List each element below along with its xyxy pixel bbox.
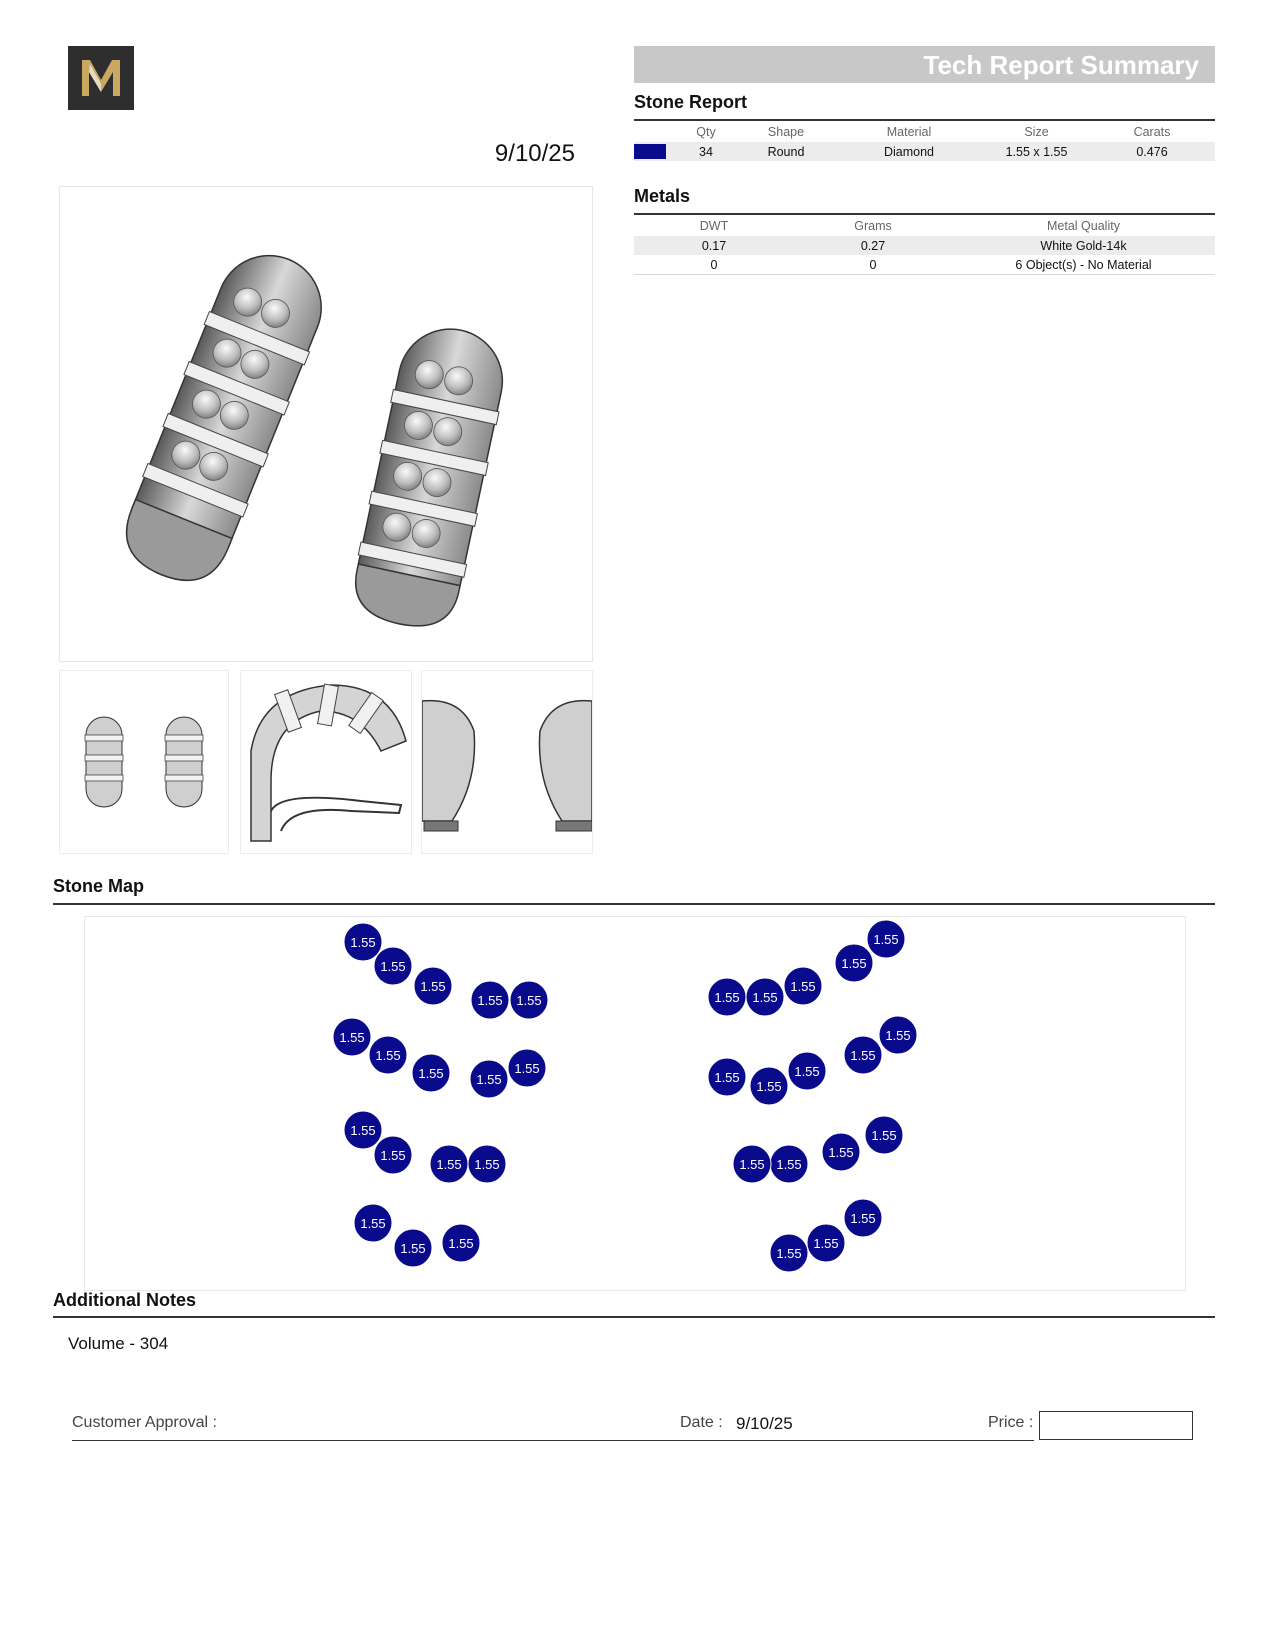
notes-rule xyxy=(53,1316,1215,1318)
qty-col-header: Qty xyxy=(696,124,716,139)
material-cell: Diamond xyxy=(834,142,984,161)
stone-size-label: 1.55 xyxy=(420,979,446,994)
quality-col-header: Metal Quality xyxy=(1047,218,1120,233)
stone-marker xyxy=(844,1199,882,1237)
stone-marker xyxy=(369,1036,407,1074)
metals-heading: Metals xyxy=(634,186,691,206)
stone-report-heading: Stone Report xyxy=(634,92,748,112)
earring-front-thumbnail-icon xyxy=(60,671,228,853)
stone-marker xyxy=(835,944,873,982)
stone-report-table xyxy=(634,121,1215,161)
stone-map-svg xyxy=(85,917,1185,1290)
stone-size-label: 1.55 xyxy=(514,1061,540,1076)
stone-size-label: 1.55 xyxy=(436,1157,462,1172)
stone-marker xyxy=(770,1145,808,1183)
stone-marker xyxy=(333,1018,371,1056)
shape-col-header: Shape xyxy=(767,124,805,139)
thumbnail-back-view xyxy=(421,670,593,854)
stone-map-heading: Stone Map xyxy=(53,876,145,896)
stone-size-label: 1.55 xyxy=(418,1066,444,1081)
stone-size-label: 1.55 xyxy=(714,990,740,1005)
stone-size-label: 1.55 xyxy=(714,1070,740,1085)
stone-marker xyxy=(746,978,784,1016)
size-col-header: Size xyxy=(1024,124,1049,139)
stone-marker xyxy=(442,1224,480,1262)
dwt-cell: 0 xyxy=(634,255,794,275)
stone-marker xyxy=(471,981,509,1019)
metals-table xyxy=(634,215,1215,275)
stone-map-area xyxy=(84,916,1186,1291)
stone-report-header-row xyxy=(634,121,1215,142)
stone-marker xyxy=(708,1058,746,1096)
company-logo xyxy=(68,46,134,110)
notes-text: Volume - 304 xyxy=(68,1334,169,1353)
table-row xyxy=(634,236,1215,255)
stone-size-label: 1.55 xyxy=(873,932,899,947)
earring-side-thumbnail-icon xyxy=(241,671,411,853)
stone-map-rule xyxy=(53,903,1215,905)
stone-marker xyxy=(510,981,548,1019)
grams-cell: 0 xyxy=(794,255,952,275)
stone-marker xyxy=(879,1016,917,1054)
stone-size-label: 1.55 xyxy=(850,1211,876,1226)
table-row xyxy=(634,142,1215,161)
earring-pair-render-icon xyxy=(60,187,592,661)
stone-marker xyxy=(750,1067,788,1105)
stone-size-label: 1.55 xyxy=(339,1030,365,1045)
stone-marker xyxy=(708,978,746,1016)
material-col-header: Material xyxy=(886,124,932,139)
stone-marker xyxy=(784,967,822,1005)
table-row xyxy=(634,255,1215,275)
additional-notes-heading: Additional Notes xyxy=(53,1290,196,1310)
stone-size-label: 1.55 xyxy=(752,990,778,1005)
stone-marker xyxy=(470,1060,508,1098)
stone-size-label: 1.55 xyxy=(841,956,867,971)
stone-size-label: 1.55 xyxy=(448,1236,474,1251)
stone-marker xyxy=(374,947,412,985)
grams-col-header: Grams xyxy=(854,218,892,233)
thumbnail-side-view xyxy=(240,670,412,854)
quality-cell: 6 Object(s) - No Material xyxy=(952,255,1215,275)
shape-cell: Round xyxy=(738,142,834,161)
customer-approval-signature-line[interactable] xyxy=(72,1440,1034,1441)
price-label: Price : xyxy=(988,1414,1034,1431)
stone-size-label: 1.55 xyxy=(828,1145,854,1160)
stone-marker xyxy=(733,1145,771,1183)
stone-size-label: 1.55 xyxy=(756,1079,782,1094)
stone-marker xyxy=(414,967,452,1005)
color-col-header xyxy=(634,121,674,142)
dwt-cell: 0.17 xyxy=(634,236,794,255)
m-monogram-logo-icon xyxy=(68,46,134,110)
stone-marker xyxy=(354,1204,392,1242)
stone-marker xyxy=(867,920,905,958)
stone-marker xyxy=(412,1054,450,1092)
stone-size-label: 1.55 xyxy=(476,1072,502,1087)
earring-back-thumbnail-icon xyxy=(422,671,592,853)
price-input[interactable] xyxy=(1039,1411,1193,1440)
stone-marker xyxy=(844,1036,882,1074)
dwt-col-header: DWT xyxy=(699,218,729,233)
stone-marker xyxy=(430,1145,468,1183)
carats-cell: 0.476 xyxy=(1089,142,1215,161)
stone-marker xyxy=(865,1116,903,1154)
stone-size-label: 1.55 xyxy=(400,1241,426,1256)
thumbnail-front-view xyxy=(59,670,229,854)
stone-marker xyxy=(508,1049,546,1087)
stone-size-label: 1.55 xyxy=(380,959,406,974)
stone-marker xyxy=(374,1136,412,1174)
stone-size-label: 1.55 xyxy=(885,1028,911,1043)
stone-size-label: 1.55 xyxy=(360,1216,386,1231)
report-title: Tech Report Summary xyxy=(923,50,1199,80)
stone-marker xyxy=(344,1111,382,1149)
stone-size-label: 1.55 xyxy=(871,1128,897,1143)
metals-header-row xyxy=(634,215,1215,236)
stone-size-label: 1.55 xyxy=(850,1048,876,1063)
approval-date-label: Date : xyxy=(680,1414,723,1431)
stone-marker xyxy=(807,1224,845,1262)
stone-size-label: 1.55 xyxy=(813,1236,839,1251)
report-date: 9/10/25 xyxy=(494,140,575,167)
stone-color-swatch xyxy=(634,144,666,159)
grams-cell: 0.27 xyxy=(794,236,952,255)
stone-size-label: 1.55 xyxy=(739,1157,765,1172)
stone-size-label: 1.55 xyxy=(516,993,542,1008)
stone-size-label: 1.55 xyxy=(790,979,816,994)
qty-cell: 34 xyxy=(674,142,738,161)
size-cell: 1.55 x 1.55 xyxy=(984,142,1089,161)
stone-color-cell xyxy=(634,142,674,161)
stone-marker xyxy=(788,1052,826,1090)
stone-size-label: 1.55 xyxy=(776,1157,802,1172)
stone-marker xyxy=(394,1229,432,1267)
stone-size-label: 1.55 xyxy=(794,1064,820,1079)
stone-size-label: 1.55 xyxy=(375,1048,401,1063)
stone-size-label: 1.55 xyxy=(776,1246,802,1261)
stone-size-label: 1.55 xyxy=(477,993,503,1008)
stone-marker xyxy=(822,1133,860,1171)
title-bar xyxy=(634,46,1215,83)
stone-size-label: 1.55 xyxy=(474,1157,500,1172)
quality-cell: White Gold-14k xyxy=(952,236,1215,255)
stone-size-label: 1.55 xyxy=(350,1123,376,1138)
stone-marker xyxy=(468,1145,506,1183)
approval-date-value: 9/10/25 xyxy=(736,1414,793,1433)
stone-size-label: 1.55 xyxy=(350,935,376,950)
stone-marker xyxy=(770,1234,808,1272)
stone-marker xyxy=(344,923,382,961)
main-render-view xyxy=(59,186,593,662)
customer-approval-label: Customer Approval : xyxy=(72,1414,217,1431)
stone-size-label: 1.55 xyxy=(380,1148,406,1163)
carats-col-header: Carats xyxy=(1133,124,1171,139)
